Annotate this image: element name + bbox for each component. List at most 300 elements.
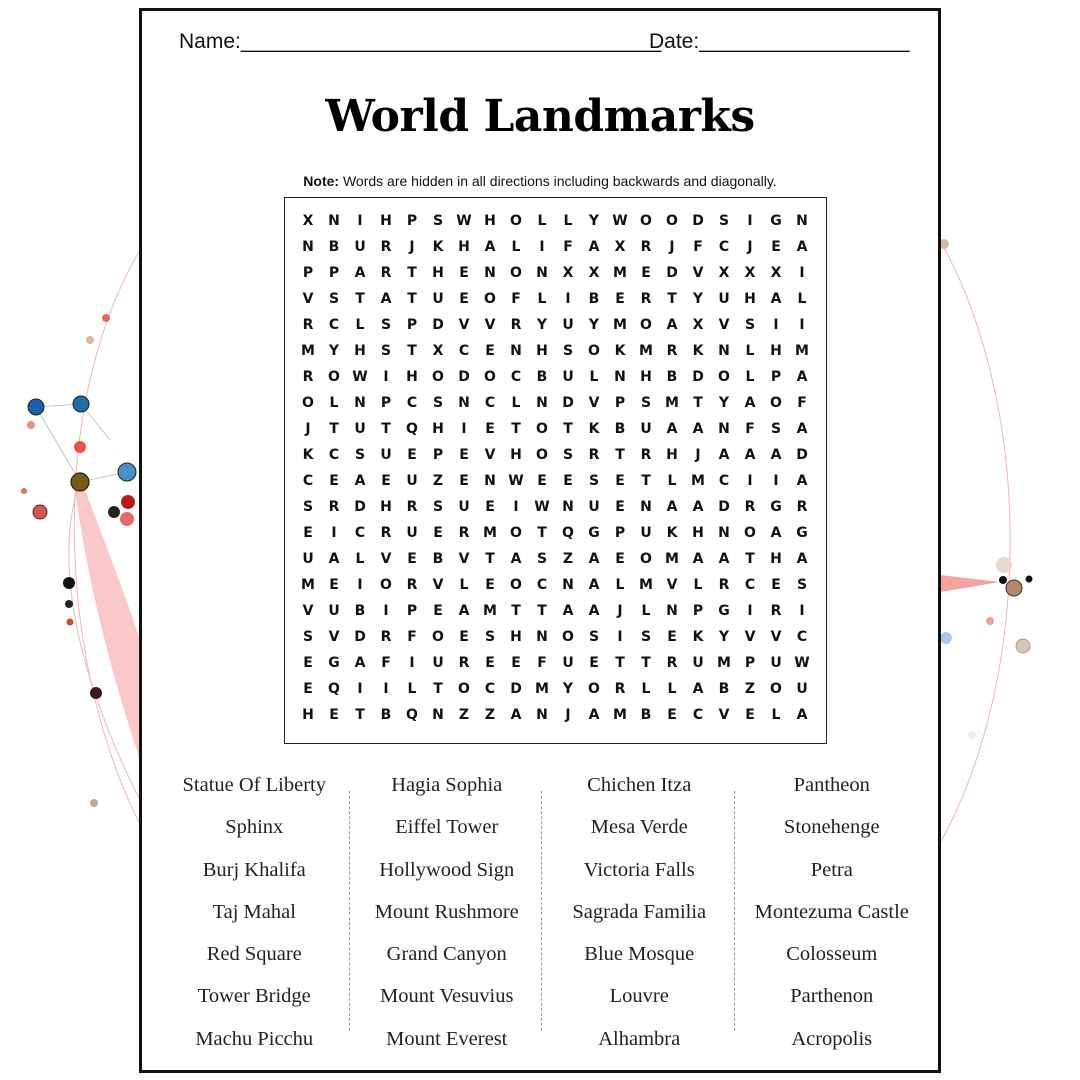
grid-letter[interactable]: S	[562, 447, 574, 463]
grid-letter[interactable]: V	[484, 317, 496, 333]
grid-letter[interactable]: M	[665, 395, 679, 411]
grid-letter[interactable]: E	[667, 629, 677, 645]
grid-letter[interactable]: N	[536, 265, 548, 281]
grid-letter[interactable]: L	[459, 577, 469, 593]
grid-letter[interactable]: G	[770, 213, 782, 229]
grid-letter[interactable]: Q	[406, 707, 418, 723]
grid-letter[interactable]: T	[537, 603, 547, 619]
grid-letter[interactable]: I	[747, 213, 753, 229]
grid-letter[interactable]: R	[614, 681, 626, 697]
grid-letter[interactable]: U	[458, 499, 470, 515]
grid-letter[interactable]: O	[458, 681, 470, 697]
grid-letter[interactable]: D	[692, 369, 704, 385]
grid-letter[interactable]: M	[639, 343, 653, 359]
grid-letter[interactable]: E	[485, 343, 495, 359]
grid-letter[interactable]: M	[613, 707, 627, 723]
grid-letter[interactable]: G	[770, 499, 782, 515]
grid-letter[interactable]: U	[328, 603, 340, 619]
grid-letter[interactable]: V	[380, 551, 392, 567]
grid-letter[interactable]: E	[771, 239, 781, 255]
grid-letter[interactable]: C	[692, 707, 704, 723]
grid-letter[interactable]: I	[773, 473, 779, 489]
grid-letter[interactable]: E	[563, 473, 573, 489]
grid-letter[interactable]: H	[484, 213, 496, 229]
grid-letter[interactable]: P	[406, 317, 418, 333]
grid-letter[interactable]: M	[483, 603, 497, 619]
grid-letter[interactable]: S	[588, 629, 600, 645]
grid-letter[interactable]: S	[562, 343, 574, 359]
grid-letter[interactable]: O	[510, 265, 522, 281]
grid-letter[interactable]: E	[745, 707, 755, 723]
grid-letter[interactable]: A	[692, 551, 704, 567]
grid-letter[interactable]: A	[796, 707, 808, 723]
grid-letter[interactable]: L	[693, 577, 703, 593]
grid-letter[interactable]: V	[666, 577, 678, 593]
grid-letter[interactable]: X	[432, 343, 444, 359]
grid-letter[interactable]: L	[641, 681, 651, 697]
grid-letter[interactable]: J	[409, 239, 415, 255]
grid-letter[interactable]: K	[692, 629, 704, 645]
grid-letter[interactable]: U	[432, 655, 444, 671]
grid-letter[interactable]: H	[354, 343, 366, 359]
grid-letter[interactable]: K	[432, 239, 444, 255]
grid-letter[interactable]: Y	[692, 291, 704, 307]
grid-letter[interactable]: S	[640, 395, 652, 411]
grid-letter[interactable]: E	[771, 577, 781, 593]
grid-letter[interactable]: I	[357, 577, 363, 593]
grid-letter[interactable]: T	[407, 343, 417, 359]
grid-letter[interactable]: I	[383, 603, 389, 619]
grid-letter[interactable]: X	[302, 213, 314, 229]
grid-letter[interactable]: D	[666, 265, 678, 281]
grid-letter[interactable]: D	[354, 629, 366, 645]
grid-letter[interactable]: G	[328, 655, 340, 671]
grid-letter[interactable]: O	[380, 577, 392, 593]
grid-letter[interactable]: S	[484, 629, 496, 645]
grid-letter[interactable]: O	[328, 369, 340, 385]
grid-letter[interactable]: L	[563, 213, 573, 229]
grid-letter[interactable]: E	[329, 577, 339, 593]
grid-letter[interactable]: L	[407, 681, 417, 697]
grid-letter[interactable]: D	[796, 447, 808, 463]
grid-letter[interactable]: O	[484, 369, 496, 385]
grid-letter[interactable]: L	[511, 395, 521, 411]
grid-letter[interactable]: T	[355, 707, 365, 723]
grid-letter[interactable]: N	[354, 395, 366, 411]
grid-letter[interactable]: X	[718, 265, 730, 281]
grid-letter[interactable]: E	[303, 655, 313, 671]
grid-letter[interactable]: O	[562, 629, 574, 645]
grid-letter[interactable]: H	[380, 499, 392, 515]
grid-letter[interactable]: U	[588, 499, 600, 515]
grid-letter[interactable]: A	[796, 239, 808, 255]
grid-letter[interactable]: J	[747, 239, 753, 255]
grid-letter[interactable]: N	[614, 369, 626, 385]
date-field[interactable]: Date:__________________	[649, 30, 910, 53]
grid-letter[interactable]: K	[666, 525, 678, 541]
grid-letter[interactable]: I	[357, 681, 363, 697]
grid-letter[interactable]: L	[615, 577, 625, 593]
grid-letter[interactable]: B	[640, 707, 652, 723]
grid-letter[interactable]: R	[510, 317, 522, 333]
grid-letter[interactable]: E	[485, 655, 495, 671]
grid-letter[interactable]: V	[718, 707, 730, 723]
grid-letter[interactable]: X	[562, 265, 574, 281]
grid-letter[interactable]: A	[354, 265, 366, 281]
grid-letter[interactable]: L	[589, 369, 599, 385]
grid-letter[interactable]: E	[615, 551, 625, 567]
grid-letter[interactable]: P	[744, 655, 756, 671]
grid-letter[interactable]: A	[588, 577, 600, 593]
grid-letter[interactable]: A	[510, 551, 522, 567]
grid-letter[interactable]: O	[640, 551, 652, 567]
grid-letter[interactable]: A	[718, 551, 730, 567]
grid-letter[interactable]: F	[537, 655, 547, 671]
grid-letter[interactable]: M	[483, 525, 497, 541]
grid-letter[interactable]: T	[615, 447, 625, 463]
grid-letter[interactable]: N	[432, 707, 444, 723]
grid-letter[interactable]: P	[692, 603, 704, 619]
grid-letter[interactable]: U	[562, 369, 574, 385]
grid-letter[interactable]: R	[406, 499, 418, 515]
grid-letter[interactable]: B	[380, 707, 392, 723]
grid-letter[interactable]: T	[563, 421, 573, 437]
grid-letter[interactable]: L	[355, 317, 365, 333]
grid-letter[interactable]: E	[407, 551, 417, 567]
grid-letter[interactable]: Y	[588, 317, 600, 333]
grid-letter[interactable]: S	[354, 447, 366, 463]
grid-letter[interactable]: O	[484, 291, 496, 307]
grid-letter[interactable]: E	[329, 707, 339, 723]
grid-letter[interactable]: H	[432, 265, 444, 281]
grid-letter[interactable]: S	[770, 421, 782, 437]
grid-letter[interactable]: C	[406, 395, 418, 411]
grid-letter[interactable]: Z	[484, 707, 496, 723]
grid-letter[interactable]: O	[510, 577, 522, 593]
grid-letter[interactable]: V	[770, 629, 782, 645]
grid-letter[interactable]: R	[328, 499, 340, 515]
grid-letter[interactable]: E	[329, 473, 339, 489]
grid-letter[interactable]: I	[513, 499, 519, 515]
grid-letter[interactable]: A	[328, 551, 340, 567]
grid-letter[interactable]: L	[797, 291, 807, 307]
grid-letter[interactable]: X	[770, 265, 782, 281]
grid-letter[interactable]: W	[508, 473, 524, 489]
grid-letter[interactable]: A	[588, 239, 600, 255]
name-field[interactable]: Name:____________________________________	[179, 30, 662, 53]
grid-letter[interactable]: N	[718, 421, 730, 437]
grid-letter[interactable]: W	[794, 655, 810, 671]
grid-letter[interactable]: H	[458, 239, 470, 255]
grid-letter[interactable]: M	[301, 343, 315, 359]
grid-letter[interactable]: L	[329, 395, 339, 411]
grid-letter[interactable]: U	[354, 239, 366, 255]
grid-letter[interactable]: I	[799, 317, 805, 333]
grid-letter[interactable]: S	[796, 577, 808, 593]
grid-letter[interactable]: C	[536, 577, 548, 593]
grid-letter[interactable]: Z	[432, 473, 444, 489]
grid-letter[interactable]: P	[328, 265, 340, 281]
grid-letter[interactable]: U	[562, 317, 574, 333]
grid-letter[interactable]: M	[535, 681, 549, 697]
grid-letter[interactable]: F	[797, 395, 807, 411]
grid-letter[interactable]: T	[511, 421, 521, 437]
grid-letter[interactable]: E	[433, 525, 443, 541]
grid-letter[interactable]: M	[665, 551, 679, 567]
grid-letter[interactable]: R	[796, 499, 808, 515]
grid-letter[interactable]: L	[745, 369, 755, 385]
grid-letter[interactable]: U	[354, 421, 366, 437]
grid-letter[interactable]: U	[406, 525, 418, 541]
grid-letter[interactable]: A	[744, 447, 756, 463]
grid-letter[interactable]: A	[666, 317, 678, 333]
grid-letter[interactable]: B	[354, 603, 366, 619]
grid-letter[interactable]: O	[718, 369, 730, 385]
grid-letter[interactable]: I	[747, 603, 753, 619]
grid-letter[interactable]: E	[537, 473, 547, 489]
grid-letter[interactable]: N	[796, 213, 808, 229]
grid-letter[interactable]: I	[383, 681, 389, 697]
grid-letter[interactable]: A	[484, 239, 496, 255]
grid-letter[interactable]: H	[406, 369, 418, 385]
grid-letter[interactable]: Y	[718, 629, 730, 645]
grid-letter[interactable]: I	[357, 213, 363, 229]
grid-letter[interactable]: G	[588, 525, 600, 541]
grid-letter[interactable]: E	[667, 707, 677, 723]
grid-letter[interactable]: A	[744, 395, 756, 411]
grid-letter[interactable]: V	[328, 629, 340, 645]
grid-letter[interactable]: Q	[406, 421, 418, 437]
grid-letter[interactable]: B	[432, 551, 444, 567]
grid-letter[interactable]: C	[510, 369, 522, 385]
grid-letter[interactable]: I	[409, 655, 415, 671]
grid-letter[interactable]: C	[718, 239, 730, 255]
grid-letter[interactable]: R	[666, 343, 678, 359]
grid-letter[interactable]: S	[380, 317, 392, 333]
grid-letter[interactable]: E	[485, 577, 495, 593]
grid-letter[interactable]: U	[380, 447, 392, 463]
grid-letter[interactable]: E	[459, 629, 469, 645]
grid-letter[interactable]: E	[433, 603, 443, 619]
grid-letter[interactable]: W	[456, 213, 472, 229]
grid-letter[interactable]: S	[432, 213, 444, 229]
grid-letter[interactable]: L	[641, 603, 651, 619]
grid-letter[interactable]: N	[640, 499, 652, 515]
grid-letter[interactable]: L	[667, 473, 677, 489]
grid-letter[interactable]: R	[458, 525, 470, 541]
grid-letter[interactable]: Z	[458, 707, 470, 723]
grid-letter[interactable]: P	[614, 525, 626, 541]
grid-letter[interactable]: P	[406, 213, 418, 229]
grid-letter[interactable]: A	[510, 707, 522, 723]
grid-letter[interactable]: V	[744, 629, 756, 645]
grid-letter[interactable]: U	[718, 291, 730, 307]
grid-letter[interactable]: O	[640, 213, 652, 229]
grid-letter[interactable]: X	[744, 265, 756, 281]
grid-letter[interactable]: X	[614, 239, 626, 255]
grid-letter[interactable]: J	[617, 603, 623, 619]
grid-letter[interactable]: O	[588, 343, 600, 359]
grid-letter[interactable]: E	[459, 447, 469, 463]
grid-letter[interactable]: F	[381, 655, 391, 671]
grid-letter[interactable]: M	[691, 473, 705, 489]
grid-letter[interactable]: I	[617, 629, 623, 645]
grid-letter[interactable]: E	[381, 473, 391, 489]
grid-letter[interactable]: A	[562, 603, 574, 619]
grid-letter[interactable]: K	[588, 421, 600, 437]
grid-letter[interactable]: C	[744, 577, 756, 593]
grid-letter[interactable]: E	[459, 473, 469, 489]
grid-letter[interactable]: H	[640, 369, 652, 385]
grid-letter[interactable]: D	[432, 317, 444, 333]
grid-letter[interactable]: D	[718, 499, 730, 515]
grid-letter[interactable]: H	[770, 551, 782, 567]
grid-letter[interactable]: A	[796, 551, 808, 567]
grid-letter[interactable]: O	[510, 213, 522, 229]
grid-letter[interactable]: H	[510, 447, 522, 463]
grid-letter[interactable]: T	[381, 421, 391, 437]
grid-letter[interactable]: U	[796, 681, 808, 697]
grid-letter[interactable]: O	[770, 395, 782, 411]
grid-letter[interactable]: R	[770, 603, 782, 619]
grid-letter[interactable]: O	[536, 447, 548, 463]
grid-letter[interactable]: T	[407, 291, 417, 307]
grid-letter[interactable]: Y	[588, 213, 600, 229]
grid-letter[interactable]: Q	[328, 681, 340, 697]
grid-letter[interactable]: T	[433, 681, 443, 697]
grid-letter[interactable]: D	[510, 681, 522, 697]
grid-letter[interactable]: S	[744, 317, 756, 333]
grid-letter[interactable]: H	[510, 629, 522, 645]
grid-letter[interactable]: R	[406, 577, 418, 593]
grid-letter[interactable]: V	[588, 395, 600, 411]
grid-letter[interactable]: E	[485, 499, 495, 515]
grid-letter[interactable]: A	[588, 603, 600, 619]
grid-letter[interactable]: L	[511, 239, 521, 255]
grid-letter[interactable]: S	[432, 499, 444, 515]
grid-letter[interactable]: L	[355, 551, 365, 567]
grid-letter[interactable]: B	[666, 369, 678, 385]
grid-letter[interactable]: O	[744, 525, 756, 541]
grid-letter[interactable]: Y	[718, 395, 730, 411]
grid-letter[interactable]: I	[799, 265, 805, 281]
grid-letter[interactable]: R	[380, 239, 392, 255]
grid-letter[interactable]: A	[380, 291, 392, 307]
grid-letter[interactable]: K	[614, 343, 626, 359]
grid-letter[interactable]: A	[354, 473, 366, 489]
grid-letter[interactable]: S	[536, 551, 548, 567]
grid-letter[interactable]: H	[432, 421, 444, 437]
grid-letter[interactable]: P	[770, 369, 782, 385]
grid-letter[interactable]: Q	[562, 525, 574, 541]
grid-letter[interactable]: N	[718, 343, 730, 359]
grid-letter[interactable]: H	[666, 447, 678, 463]
grid-letter[interactable]: P	[406, 603, 418, 619]
grid-letter[interactable]: P	[432, 447, 444, 463]
grid-letter[interactable]: R	[640, 447, 652, 463]
grid-letter[interactable]: U	[692, 655, 704, 671]
grid-letter[interactable]: I	[383, 369, 389, 385]
grid-letter[interactable]: N	[536, 707, 548, 723]
grid-letter[interactable]: N	[536, 395, 548, 411]
grid-letter[interactable]: Y	[562, 681, 574, 697]
grid-letter[interactable]: R	[718, 577, 730, 593]
grid-letter[interactable]: M	[301, 577, 315, 593]
grid-letter[interactable]: S	[380, 343, 392, 359]
grid-letter[interactable]: V	[458, 551, 470, 567]
grid-letter[interactable]: D	[354, 499, 366, 515]
grid-letter[interactable]: C	[718, 473, 730, 489]
grid-letter[interactable]: C	[302, 473, 314, 489]
grid-letter[interactable]: T	[693, 395, 703, 411]
grid-letter[interactable]: N	[536, 629, 548, 645]
grid-letter[interactable]: N	[484, 473, 496, 489]
grid-letter[interactable]: W	[612, 213, 628, 229]
grid-letter[interactable]: E	[589, 655, 599, 671]
grid-letter[interactable]: L	[537, 213, 547, 229]
grid-letter[interactable]: B	[588, 291, 600, 307]
grid-letter[interactable]: O	[432, 629, 444, 645]
grid-letter[interactable]: C	[354, 525, 366, 541]
grid-letter[interactable]: T	[511, 603, 521, 619]
grid-letter[interactable]: T	[667, 291, 677, 307]
grid-letter[interactable]: V	[484, 447, 496, 463]
grid-letter[interactable]: P	[302, 265, 314, 281]
grid-letter[interactable]: B	[614, 421, 626, 437]
grid-letter[interactable]: U	[640, 525, 652, 541]
grid-letter[interactable]: B	[328, 239, 340, 255]
grid-letter[interactable]: S	[588, 473, 600, 489]
grid-letter[interactable]: U	[302, 551, 314, 567]
grid-letter[interactable]: D	[458, 369, 470, 385]
grid-letter[interactable]: F	[693, 239, 703, 255]
grid-letter[interactable]: A	[796, 369, 808, 385]
grid-letter[interactable]: P	[614, 395, 626, 411]
grid-letter[interactable]: A	[458, 603, 470, 619]
grid-letter[interactable]: M	[639, 577, 653, 593]
grid-letter[interactable]: R	[640, 239, 652, 255]
grid-letter[interactable]: C	[328, 317, 340, 333]
grid-letter[interactable]: H	[692, 525, 704, 541]
grid-letter[interactable]: E	[485, 421, 495, 437]
grid-letter[interactable]: O	[432, 369, 444, 385]
grid-letter[interactable]: Z	[562, 551, 574, 567]
grid-letter[interactable]: F	[745, 421, 755, 437]
grid-letter[interactable]: W	[534, 499, 550, 515]
grid-letter[interactable]: V	[302, 603, 314, 619]
grid-letter[interactable]: J	[305, 421, 311, 437]
grid-letter[interactable]: F	[563, 239, 573, 255]
grid-letter[interactable]: I	[747, 473, 753, 489]
grid-letter[interactable]: R	[458, 655, 470, 671]
grid-letter[interactable]: I	[799, 603, 805, 619]
grid-letter[interactable]: S	[640, 629, 652, 645]
grid-letter[interactable]: E	[459, 291, 469, 307]
grid-letter[interactable]: C	[484, 681, 496, 697]
grid-letter[interactable]: I	[565, 291, 571, 307]
grid-letter[interactable]: A	[692, 421, 704, 437]
grid-letter[interactable]: Z	[744, 681, 756, 697]
grid-letter[interactable]: A	[588, 551, 600, 567]
grid-letter[interactable]: S	[328, 291, 340, 307]
grid-letter[interactable]: H	[536, 343, 548, 359]
grid-letter[interactable]: W	[352, 369, 368, 385]
grid-letter[interactable]: R	[380, 525, 392, 541]
grid-letter[interactable]: R	[302, 369, 314, 385]
grid-letter[interactable]: C	[328, 447, 340, 463]
grid-letter[interactable]: A	[770, 291, 782, 307]
grid-letter[interactable]: H	[302, 707, 314, 723]
